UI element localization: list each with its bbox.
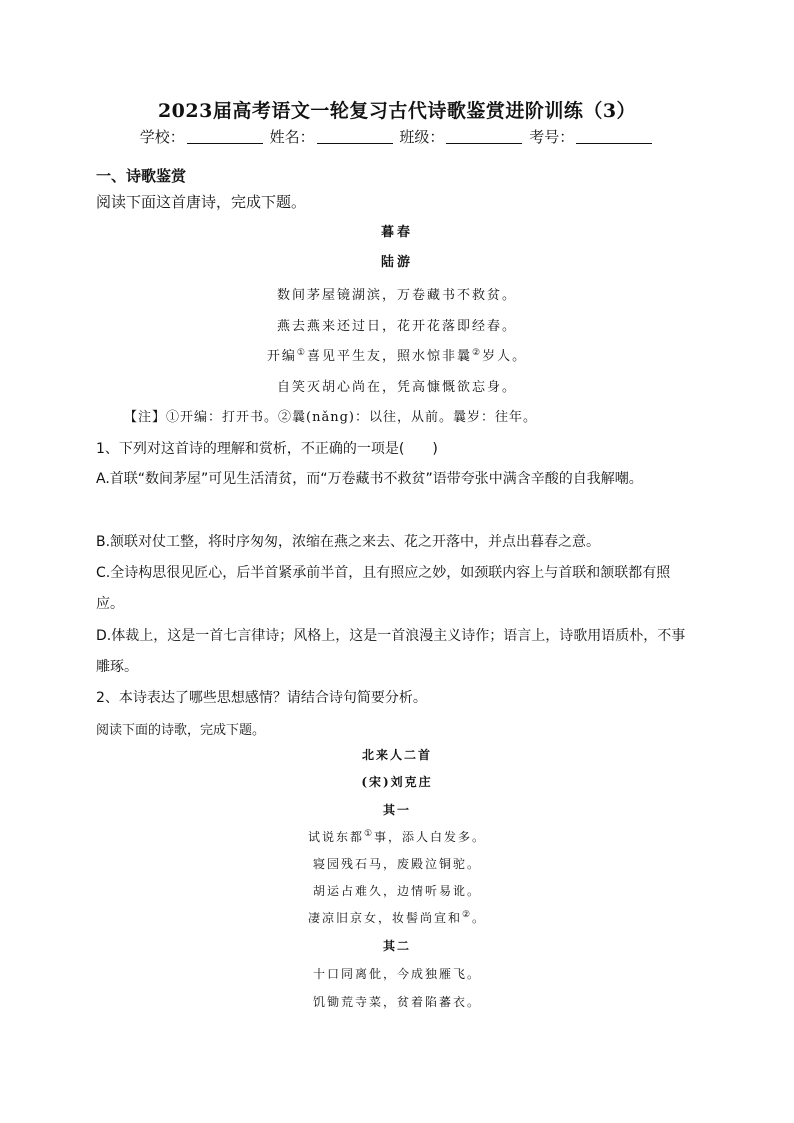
footnote-marker: ②: [461, 910, 473, 920]
section-intro-2: 阅读下面的诗歌，完成下题。: [96, 723, 266, 738]
name-blank[interactable]: [317, 129, 393, 144]
school-label: 学校：: [139, 128, 185, 146]
poem1-line3-part: 开编: [266, 349, 297, 364]
section-heading: 一、诗歌鉴赏: [96, 167, 187, 185]
exam-no-label: 考号：: [529, 128, 575, 146]
poem1-line: 燕去燕来还过日，花开花落即经春。: [276, 319, 517, 334]
poem2-title: 北来人二首: [361, 748, 432, 762]
poem2-author: (宋)刘克庄: [361, 775, 433, 789]
option-c[interactable]: C.全诗构思很见匠心，后半首紧承前半首，且有照应之妙，如颈联内容上与首联和颔联都有照应。: [96, 565, 671, 612]
poem2-line: 寝园残石马，废殿泣铜驼。: [312, 857, 481, 871]
option-b[interactable]: B.颔联对仗工整，将时序匆匆，浓缩在燕之来去、花之开落中，并点出暮春之意。: [96, 534, 601, 550]
poem1-line: 数间茅屋镜湖滨，万卷藏书不救贫。: [276, 288, 517, 303]
question-1: 1、下列对这首诗的理解和赏析，不正确的一项是( ): [96, 441, 438, 457]
class-label: 班级：: [399, 128, 445, 146]
poem1-line: [0, 345, 794, 364]
student-info-line: [0, 126, 794, 147]
footnote-marker: ①: [296, 348, 307, 358]
school-blank[interactable]: [187, 129, 263, 144]
poem2-part-label: 其一: [382, 803, 411, 817]
exam-no-blank[interactable]: [576, 129, 652, 144]
section-intro: 阅读下面这首唐诗，完成下题。: [96, 193, 307, 211]
poem2-line: 饥锄荒寺菜，贫着陷蕃衣。: [312, 995, 481, 1009]
poem1-line: 自笑灭胡心尚在，凭高慷慨欲忘身。: [276, 380, 517, 395]
poem2-line: [0, 909, 794, 926]
class-blank[interactable]: [446, 129, 522, 144]
option-a[interactable]: A.首联“数间茅屋”可见生活清贫，而“万卷藏书不救贫”语带夸张中满含辛酸的自我解嘲。: [96, 471, 643, 487]
poem2-line-part: 凄凉旧京女，妆髻尚宣和: [307, 911, 462, 925]
poem2-line: [0, 828, 794, 845]
footnote-marker: ②: [472, 348, 483, 358]
poem1-author: 陆游: [380, 255, 413, 270]
poem1-title: 暮春: [380, 225, 413, 240]
poem1-line3-part: 岁人。: [482, 349, 528, 364]
poem2-line-part: 试说东都: [307, 830, 364, 844]
poem2-line-part: 。: [472, 911, 487, 925]
worksheet-title: 2023届高考语文一轮复习古代诗歌鉴赏进阶训练（3）: [157, 100, 637, 122]
option-d[interactable]: D.体裁上，这是一首七言律诗；风格上，这是一首浪漫主义诗作；语言上，诗歌用语质朴，不事雕琢。: [96, 628, 686, 675]
poem2-part-label: 其二: [382, 939, 411, 953]
footnote-marker: ①: [363, 829, 375, 839]
name-label: 姓名：: [269, 128, 315, 146]
poem2-line: 胡运占难久，边情听易讹。: [312, 884, 481, 898]
poem2-line: 十口同离仳，今成独雁飞。: [312, 967, 481, 981]
poem1-note: 【注】①开编：打开书。②曩(nǎng)：以往，从前。曩岁：往年。: [124, 410, 537, 425]
poem1-line3-part: 喜见平生友，照水惊非曩: [306, 349, 472, 364]
question-2: 2、本诗表达了哪些思想感情？请结合诗句简要分析。: [96, 690, 427, 706]
poem2-line-part: 事，添人白发多。: [374, 830, 487, 844]
